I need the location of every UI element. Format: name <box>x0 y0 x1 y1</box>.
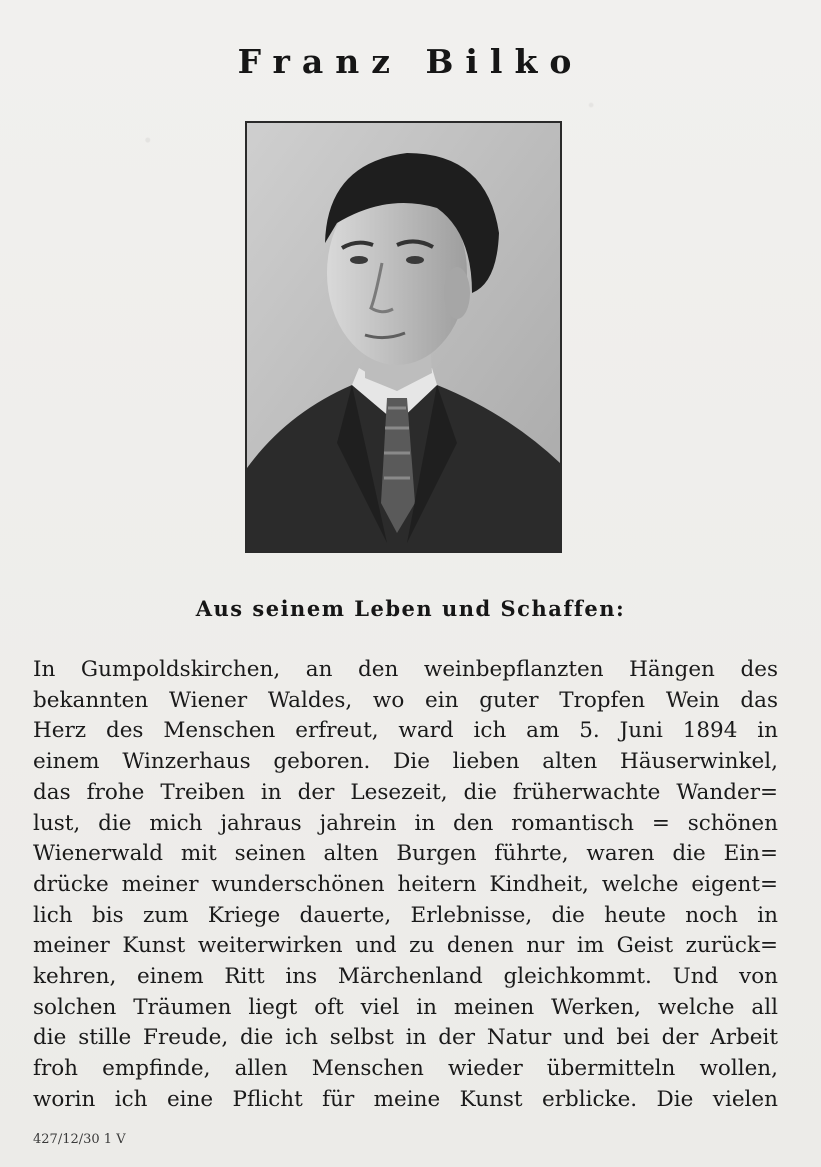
page-title: Franz Bilko <box>237 42 584 81</box>
portrait-photo <box>245 121 562 553</box>
print-code: 427/12/30 1 V <box>33 1132 126 1147</box>
text-line: lust, die mich jahraus jahrein in den romantisch = schönen <box>33 810 778 836</box>
text-line: das frohe Treiben in der Lesezeit, die früherwachte Wander= <box>33 779 778 805</box>
text-line: solchen Träumen liegt oft viel in meinen Werken, welche all <box>33 994 778 1020</box>
text-line: worin ich eine Pflicht für meine Kunst erblicke. Die vielen <box>33 1086 778 1112</box>
text-line: Wienerwald mit seinen alten Burgen führte, waren die Ein= <box>33 841 778 867</box>
text-line: drücke meiner wunderschönen heitern Kindheit, welche eigent= <box>33 871 778 897</box>
text-line: froh empfinde, allen Menschen wieder übermitteln wollen, <box>33 1056 778 1082</box>
text-line: lich bis zum Kriege dauerte, Erlebnisse, die heute noch in <box>33 902 778 928</box>
portrait-illustration <box>247 123 560 551</box>
text-line: kehren, einem Ritt ins Märchenland gleichkommt. Und von <box>33 964 778 990</box>
biography-text <box>33 655 778 1116</box>
text-line: die stille Freude, die ich selbst in der Natur und bei der Arbeit <box>33 1025 778 1051</box>
section-heading: Aus seinem Leben und Schaffen: <box>195 596 626 621</box>
text-line: In Gumpoldskirchen, an den weinbepflanzten Hängen des <box>33 657 778 682</box>
text-line: Herz des Menschen erfreut, ward ich am 5. Juni 1894 in <box>33 718 778 744</box>
text-line: bekannten Wiener Waldes, wo ein guter Tropfen Wein das <box>33 687 778 713</box>
text-line: meiner Kunst weiterwirken und zu denen nur im Geist zurück= <box>33 933 778 959</box>
text-line: einem Winzerhaus geboren. Die lieben alten Häuserwinkel, <box>33 749 778 775</box>
